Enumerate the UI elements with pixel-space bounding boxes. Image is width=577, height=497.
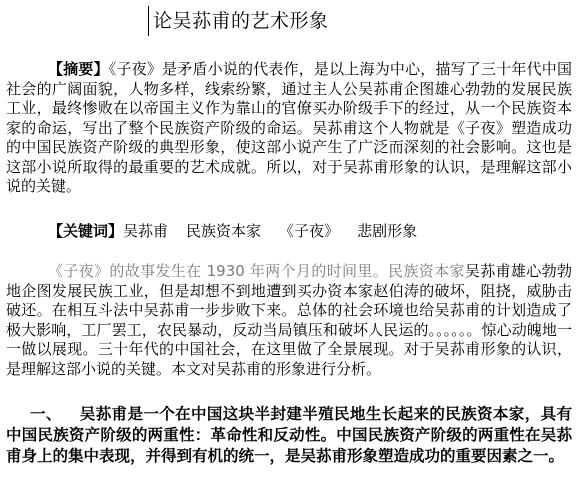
keywords-line xyxy=(6,222,572,242)
keywords-label: 【关键词】 xyxy=(48,222,124,240)
keyword-item: 吴荪甫 xyxy=(123,222,169,240)
body-paragraph xyxy=(6,262,572,379)
keyword-item: 悲剧形象 xyxy=(357,222,418,240)
section-text: 吴荪甫是一个在中国这块半封建半殖民地生长起来的民族资本家，具有中国民族资产阶级的两重性：革命性和反动性。中国民族资产阶级的两重性在吴荪甫身上的集中表现，并得到有机的统一，是吴荪甫形象塑造成功的重要因素之一。 xyxy=(6,405,572,465)
keyword-item: 《子夜》 xyxy=(279,222,340,240)
document-title: 论吴荪甫的艺术形象 xyxy=(148,6,329,36)
abstract-text: 《子夜》是矛盾小说的代表作，是以上海为中心，描写了三十年代中国社会的广阔面貌，人物多样，线索纷繁，通过主人公吴荪甫企图雄心勃勃的发展民族工业，最终惨败在以帝国主义作为靠山的官僚买办阶级手下的经过，从一个民族资本家的命运，写出了整个民族资产阶级的命运。吴荪甫这个人物就是《子夜》塑造成功的中国民族资产阶级的典型形象，使这部小说产生了广泛而深刻的社会影响。这也是这部小说所取得的最重要的艺术成就。所以，对于吴荪甫形象的认识，是理解这部小说的关键。 xyxy=(6,60,572,195)
abstract-label: 【摘要】 xyxy=(48,60,109,78)
section-one-paragraph xyxy=(6,404,572,467)
abstract-paragraph xyxy=(6,60,572,197)
section-number: 一、 xyxy=(30,405,62,423)
body-gray-lead: 《子夜》的故事发生在 1930 年两个月的时间里。民族资本家 xyxy=(48,262,465,280)
body-text: 吴荪甫雄心勃勃地企图发展民族工业，但是却想不到地遭到买办资本家赵伯涛的破坏，阻挠，威胁击破还。在相互斗法中吴荪甫一步步败下来。总体的社会环境也给吴荪甫的计划造成了极大影响，工厂罢工，农民暴动，反动当局镇压和破坏人民运的。。。。。。惊心动魄地一一做以展现。三十年代的中国社会，在这里做了全景展现。对于吴荪甫形象的认识，是理解这部小说的关键。本文对吴荪甫的形象进行分析。 xyxy=(6,262,572,378)
keyword-item: 民族资本家 xyxy=(186,222,262,240)
